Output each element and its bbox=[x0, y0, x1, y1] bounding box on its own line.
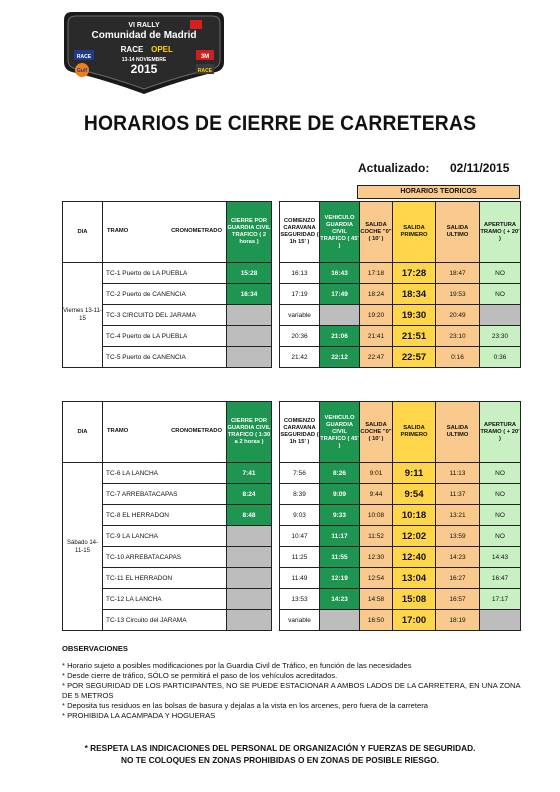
apertura-cell: NO bbox=[480, 526, 521, 547]
safety-warning-line1: * RESPETA LAS INDICACIONES DEL PERSONAL DE ORGANIZACIÓN Y FUERZAS DE SEGURIDAD. bbox=[84, 743, 476, 753]
apertura-cell: NO bbox=[480, 484, 521, 505]
comienzo-cell: 16:13 bbox=[280, 263, 320, 284]
safety-warning-line2: NO TE COLOQUES EN ZONAS PROHIBIDAS O EN ZONAS DE POSIBLE RIESGO. bbox=[120, 755, 440, 765]
salida-coche-cell: 11:52 bbox=[360, 526, 393, 547]
tramo-cell: TC-9 LA LANCHA bbox=[103, 526, 227, 547]
apertura-cell: 16:47 bbox=[480, 568, 521, 589]
vehiculo-cell: 22:12 bbox=[320, 347, 360, 368]
updated-value: 02/11/2015 bbox=[450, 161, 510, 175]
logo-line4: OPEL bbox=[151, 45, 173, 54]
header-salida-primero: SALIDA PRIMERO bbox=[393, 202, 436, 263]
table-row bbox=[63, 568, 521, 589]
cierre-cell bbox=[227, 305, 272, 326]
safety-warning bbox=[0, 742, 560, 766]
observaciones-heading: OBSERVACIONES bbox=[62, 644, 128, 653]
salida-coche-cell: 17:18 bbox=[360, 263, 393, 284]
tramo-cell: TC-12 LA LANCHA bbox=[103, 589, 227, 610]
tramo-cell: TC-6 LA LANCHA bbox=[103, 463, 227, 484]
updated-label: Actualizado: bbox=[358, 161, 430, 175]
salida-primero-cell: 17:00 bbox=[393, 610, 436, 631]
column-gap bbox=[272, 505, 280, 526]
salida-primero-cell: 21:51 bbox=[393, 326, 436, 347]
cierre-cell bbox=[227, 347, 272, 368]
salida-ultimo-cell: 13:59 bbox=[436, 526, 480, 547]
header-cierre: CIERRE POR GUARDIA CIVIL TRAFICO ( 1:30 a 2 horas ) bbox=[227, 402, 272, 463]
vehiculo-cell: 16:43 bbox=[320, 263, 360, 284]
cierre-cell bbox=[227, 568, 272, 589]
salida-primero-cell: 18:34 bbox=[393, 284, 436, 305]
observacion-line: * Horario sujeto a posibles modificaciones por la Guardia Civil de Tráfico, en función de las necesidades bbox=[62, 661, 412, 670]
apertura-cell: 23:30 bbox=[480, 326, 521, 347]
header-tramo-label: TRAMO bbox=[107, 228, 129, 234]
header-cronometrado-label: CRONOMETRADO bbox=[171, 228, 222, 234]
apertura-cell: 0:36 bbox=[480, 347, 521, 368]
comienzo-cell: 21:42 bbox=[280, 347, 320, 368]
header-salida-coche: SALIDA COCHE "0" ( 10' ) bbox=[360, 402, 393, 463]
comienzo-cell: 9:03 bbox=[280, 505, 320, 526]
header-apertura: APERTURA TRAMO ( + 20' ) bbox=[480, 402, 521, 463]
vehiculo-cell: 17:49 bbox=[320, 284, 360, 305]
cierre-cell: 15:28 bbox=[227, 263, 272, 284]
observacion-line: * Desde cierre de tráfico, SÓLO se permitirá el paso de los vehículos acreditados. bbox=[62, 671, 338, 680]
logo-line1: VI RALLY bbox=[128, 22, 160, 29]
salida-coche-cell: 18:24 bbox=[360, 284, 393, 305]
cierre-cell: 8:48 bbox=[227, 505, 272, 526]
header-dia: DIA bbox=[63, 202, 103, 263]
logo-line6: 2015 bbox=[130, 62, 158, 76]
table-row bbox=[63, 463, 521, 484]
observacion-line: * PROHIBIDA LA ACAMPADA Y HOGUERAS bbox=[62, 711, 216, 720]
vehiculo-cell: 12:19 bbox=[320, 568, 360, 589]
salida-coche-cell: 10:08 bbox=[360, 505, 393, 526]
table-row bbox=[63, 305, 521, 326]
cierre-cell bbox=[227, 610, 272, 631]
salida-primero-cell: 13:04 bbox=[393, 568, 436, 589]
vehiculo-cell: 21:06 bbox=[320, 326, 360, 347]
column-gap bbox=[272, 589, 280, 610]
logo-sponsor-right-1: 3M bbox=[200, 54, 210, 60]
table-row bbox=[63, 505, 521, 526]
apertura-cell: NO bbox=[480, 263, 521, 284]
apertura-cell: 17:17 bbox=[480, 589, 521, 610]
tramo-cell: TC-8 EL HERRADON bbox=[103, 505, 227, 526]
cierre-cell: 7:41 bbox=[227, 463, 272, 484]
vehiculo-cell: 9:09 bbox=[320, 484, 360, 505]
apertura-cell: 14:43 bbox=[480, 547, 521, 568]
column-gap bbox=[272, 610, 280, 631]
vehiculo-cell bbox=[320, 305, 360, 326]
observaciones bbox=[62, 644, 532, 721]
vehiculo-cell: 9:33 bbox=[320, 505, 360, 526]
table-row bbox=[63, 589, 521, 610]
header-apertura: APERTURA TRAMO ( + 20' ) bbox=[480, 202, 521, 263]
column-gap bbox=[272, 463, 280, 484]
salida-primero-cell: 22:57 bbox=[393, 347, 436, 368]
header-salida-ultimo: SALIDA ULTIMO bbox=[436, 202, 480, 263]
tramo-cell: TC-5 Puerto de CANENCIA bbox=[103, 347, 227, 368]
salida-ultimo-cell: 11:37 bbox=[436, 484, 480, 505]
column-gap bbox=[272, 347, 280, 368]
apertura-cell: NO bbox=[480, 505, 521, 526]
salida-ultimo-cell: 19:53 bbox=[436, 284, 480, 305]
header-salida-coche: SALIDA COCHE "0" ( 10' ) bbox=[360, 202, 393, 263]
schedule-table-day1 bbox=[62, 201, 521, 368]
salida-ultimo-cell: 18:19 bbox=[436, 610, 480, 631]
comienzo-cell: 10:47 bbox=[280, 526, 320, 547]
table-row bbox=[63, 526, 521, 547]
salida-ultimo-cell: 11:13 bbox=[436, 463, 480, 484]
logo-line5: 13-14 NOVIEMBRE bbox=[121, 57, 167, 63]
header-dia: DIA bbox=[63, 402, 103, 463]
comienzo-cell: 20:36 bbox=[280, 326, 320, 347]
table-row bbox=[63, 263, 521, 284]
tramo-cell: TC-10 ARREBATACAPAS bbox=[103, 547, 227, 568]
column-gap bbox=[272, 568, 280, 589]
table-row bbox=[63, 610, 521, 631]
table-row bbox=[63, 547, 521, 568]
tramo-cell: TC-11 EL HERRADON bbox=[103, 568, 227, 589]
table-header-row bbox=[63, 402, 521, 463]
rally-logo bbox=[62, 10, 226, 96]
comienzo-cell: 17:19 bbox=[280, 284, 320, 305]
salida-ultimo-cell: 23:10 bbox=[436, 326, 480, 347]
column-gap bbox=[272, 202, 280, 263]
cierre-cell bbox=[227, 547, 272, 568]
comienzo-cell: variable bbox=[280, 610, 320, 631]
salida-ultimo-cell: 0:16 bbox=[436, 347, 480, 368]
column-gap bbox=[272, 305, 280, 326]
salida-primero-cell: 10:18 bbox=[393, 505, 436, 526]
header-tramo-label: TRAMO bbox=[107, 428, 129, 434]
dia-cell: Viernes 13-11-15 bbox=[63, 263, 103, 368]
cierre-cell bbox=[227, 589, 272, 610]
column-gap bbox=[272, 484, 280, 505]
header-comienzo: COMIENZO CARAVANA SEGURIDAD ( 1h 15' ) bbox=[280, 202, 320, 263]
salida-ultimo-cell: 16:27 bbox=[436, 568, 480, 589]
vehiculo-cell: 11:17 bbox=[320, 526, 360, 547]
apertura-cell: NO bbox=[480, 284, 521, 305]
salida-coche-cell: 14:58 bbox=[360, 589, 393, 610]
comienzo-cell: 11:49 bbox=[280, 568, 320, 589]
comienzo-cell: 7:56 bbox=[280, 463, 320, 484]
tramo-cell: TC-3 CIRCUITO DEL JARAMA bbox=[103, 305, 227, 326]
comienzo-cell: variable bbox=[280, 305, 320, 326]
salida-ultimo-cell: 14:23 bbox=[436, 547, 480, 568]
header-salida-primero: SALIDA PRIMERO bbox=[393, 402, 436, 463]
header-vehiculo: VEHICULO GUARDIA CIVIL TRAFICO ( 45' ) bbox=[320, 402, 360, 463]
header-comienzo: COMIENZO CARAVANA SEGURIDAD ( 1h 15' ) bbox=[280, 402, 320, 463]
table-row bbox=[63, 326, 521, 347]
header-tramo bbox=[103, 202, 227, 263]
salida-coche-cell: 9:01 bbox=[360, 463, 393, 484]
header-tramo bbox=[103, 402, 227, 463]
dia-cell: Sábado 14-11-15 bbox=[63, 463, 103, 631]
vehiculo-cell: 8:26 bbox=[320, 463, 360, 484]
column-gap bbox=[272, 263, 280, 284]
salida-coche-cell: 12:54 bbox=[360, 568, 393, 589]
logo-sponsor-left-2: Gulf bbox=[77, 68, 87, 74]
salida-coche-cell: 16:50 bbox=[360, 610, 393, 631]
tramo-cell: TC-2 Puerto de CANENCIA bbox=[103, 284, 227, 305]
apertura-cell bbox=[480, 610, 521, 631]
salida-coche-cell: 21:41 bbox=[360, 326, 393, 347]
salida-primero-cell: 19:30 bbox=[393, 305, 436, 326]
vehiculo-cell: 14:23 bbox=[320, 589, 360, 610]
tramo-cell: TC-13 Circuito del JARAMA bbox=[103, 610, 227, 631]
apertura-cell: NO bbox=[480, 463, 521, 484]
cierre-cell: 16:34 bbox=[227, 284, 272, 305]
schedule-table-day2 bbox=[62, 401, 521, 631]
column-gap bbox=[272, 547, 280, 568]
salida-coche-cell: 19:20 bbox=[360, 305, 393, 326]
logo-line2: Comunidad de Madrid bbox=[91, 30, 197, 41]
table-row bbox=[63, 284, 521, 305]
salida-primero-cell: 17:28 bbox=[393, 263, 436, 284]
table-row bbox=[63, 347, 521, 368]
salida-coche-cell: 9:44 bbox=[360, 484, 393, 505]
logo-line3: RACE bbox=[120, 45, 144, 54]
comienzo-cell: 11:25 bbox=[280, 547, 320, 568]
cierre-cell: 8:24 bbox=[227, 484, 272, 505]
cierre-cell bbox=[227, 326, 272, 347]
tramo-cell: TC-1 Puerto de LA PUEBLA bbox=[103, 263, 227, 284]
salida-coche-cell: 22:47 bbox=[360, 347, 393, 368]
salida-ultimo-cell: 18:47 bbox=[436, 263, 480, 284]
table-header-row bbox=[63, 202, 521, 263]
observacion-line: * Deposita tus residuos en las bolsas de basura y dejalas a la vista en los arcenes, pero fuera de la carretera bbox=[62, 701, 428, 710]
salida-ultimo-cell: 20:49 bbox=[436, 305, 480, 326]
salida-primero-cell: 12:02 bbox=[393, 526, 436, 547]
vehiculo-cell: 11:55 bbox=[320, 547, 360, 568]
salida-primero-cell: 9:11 bbox=[393, 463, 436, 484]
cierre-cell bbox=[227, 526, 272, 547]
observacion-line: * POR SEGURIDAD DE LOS PARTICIPANTES, NO SE PUEDE ESTACIONAR A AMBOS LADOS DE LA CARRETERA, EN UNA ZONA DE 5 METROS bbox=[62, 681, 521, 700]
header-vehiculo: VEHICULO GUARDIA CIVIL TRAFICO ( 45' ) bbox=[320, 202, 360, 263]
page-title: HORARIOS DE CIERRE DE CARRETERAS bbox=[83, 112, 477, 135]
vehiculo-cell bbox=[320, 610, 360, 631]
header-cierre: CIERRE POR GUARDIA CIVIL TRAFICO ( 2 horas ) bbox=[227, 202, 272, 263]
salida-ultimo-cell: 16:57 bbox=[436, 589, 480, 610]
logo-sponsor-right-2: RACE bbox=[197, 68, 213, 74]
header-cronometrado-label: CRONOMETRADO bbox=[171, 428, 222, 434]
salida-coche-cell: 12:30 bbox=[360, 547, 393, 568]
horarios-teoricos-header: HORARIOS TEORICOS bbox=[357, 185, 520, 199]
column-gap bbox=[272, 284, 280, 305]
header-salida-ultimo: SALIDA ULTIMO bbox=[436, 402, 480, 463]
column-gap bbox=[272, 526, 280, 547]
tramo-cell: TC-7 ARREBATACAPAS bbox=[103, 484, 227, 505]
comienzo-cell: 8:39 bbox=[280, 484, 320, 505]
apertura-cell bbox=[480, 305, 521, 326]
salida-primero-cell: 12:40 bbox=[393, 547, 436, 568]
column-gap bbox=[272, 326, 280, 347]
tramo-cell: TC-4 Puerto de LA PUEBLA bbox=[103, 326, 227, 347]
salida-ultimo-cell: 13:21 bbox=[436, 505, 480, 526]
comienzo-cell: 13:53 bbox=[280, 589, 320, 610]
column-gap bbox=[272, 402, 280, 463]
table-row bbox=[63, 484, 521, 505]
salida-primero-cell: 15:08 bbox=[393, 589, 436, 610]
logo-sponsor-left-1: RACE bbox=[76, 54, 92, 60]
salida-primero-cell: 9:54 bbox=[393, 484, 436, 505]
